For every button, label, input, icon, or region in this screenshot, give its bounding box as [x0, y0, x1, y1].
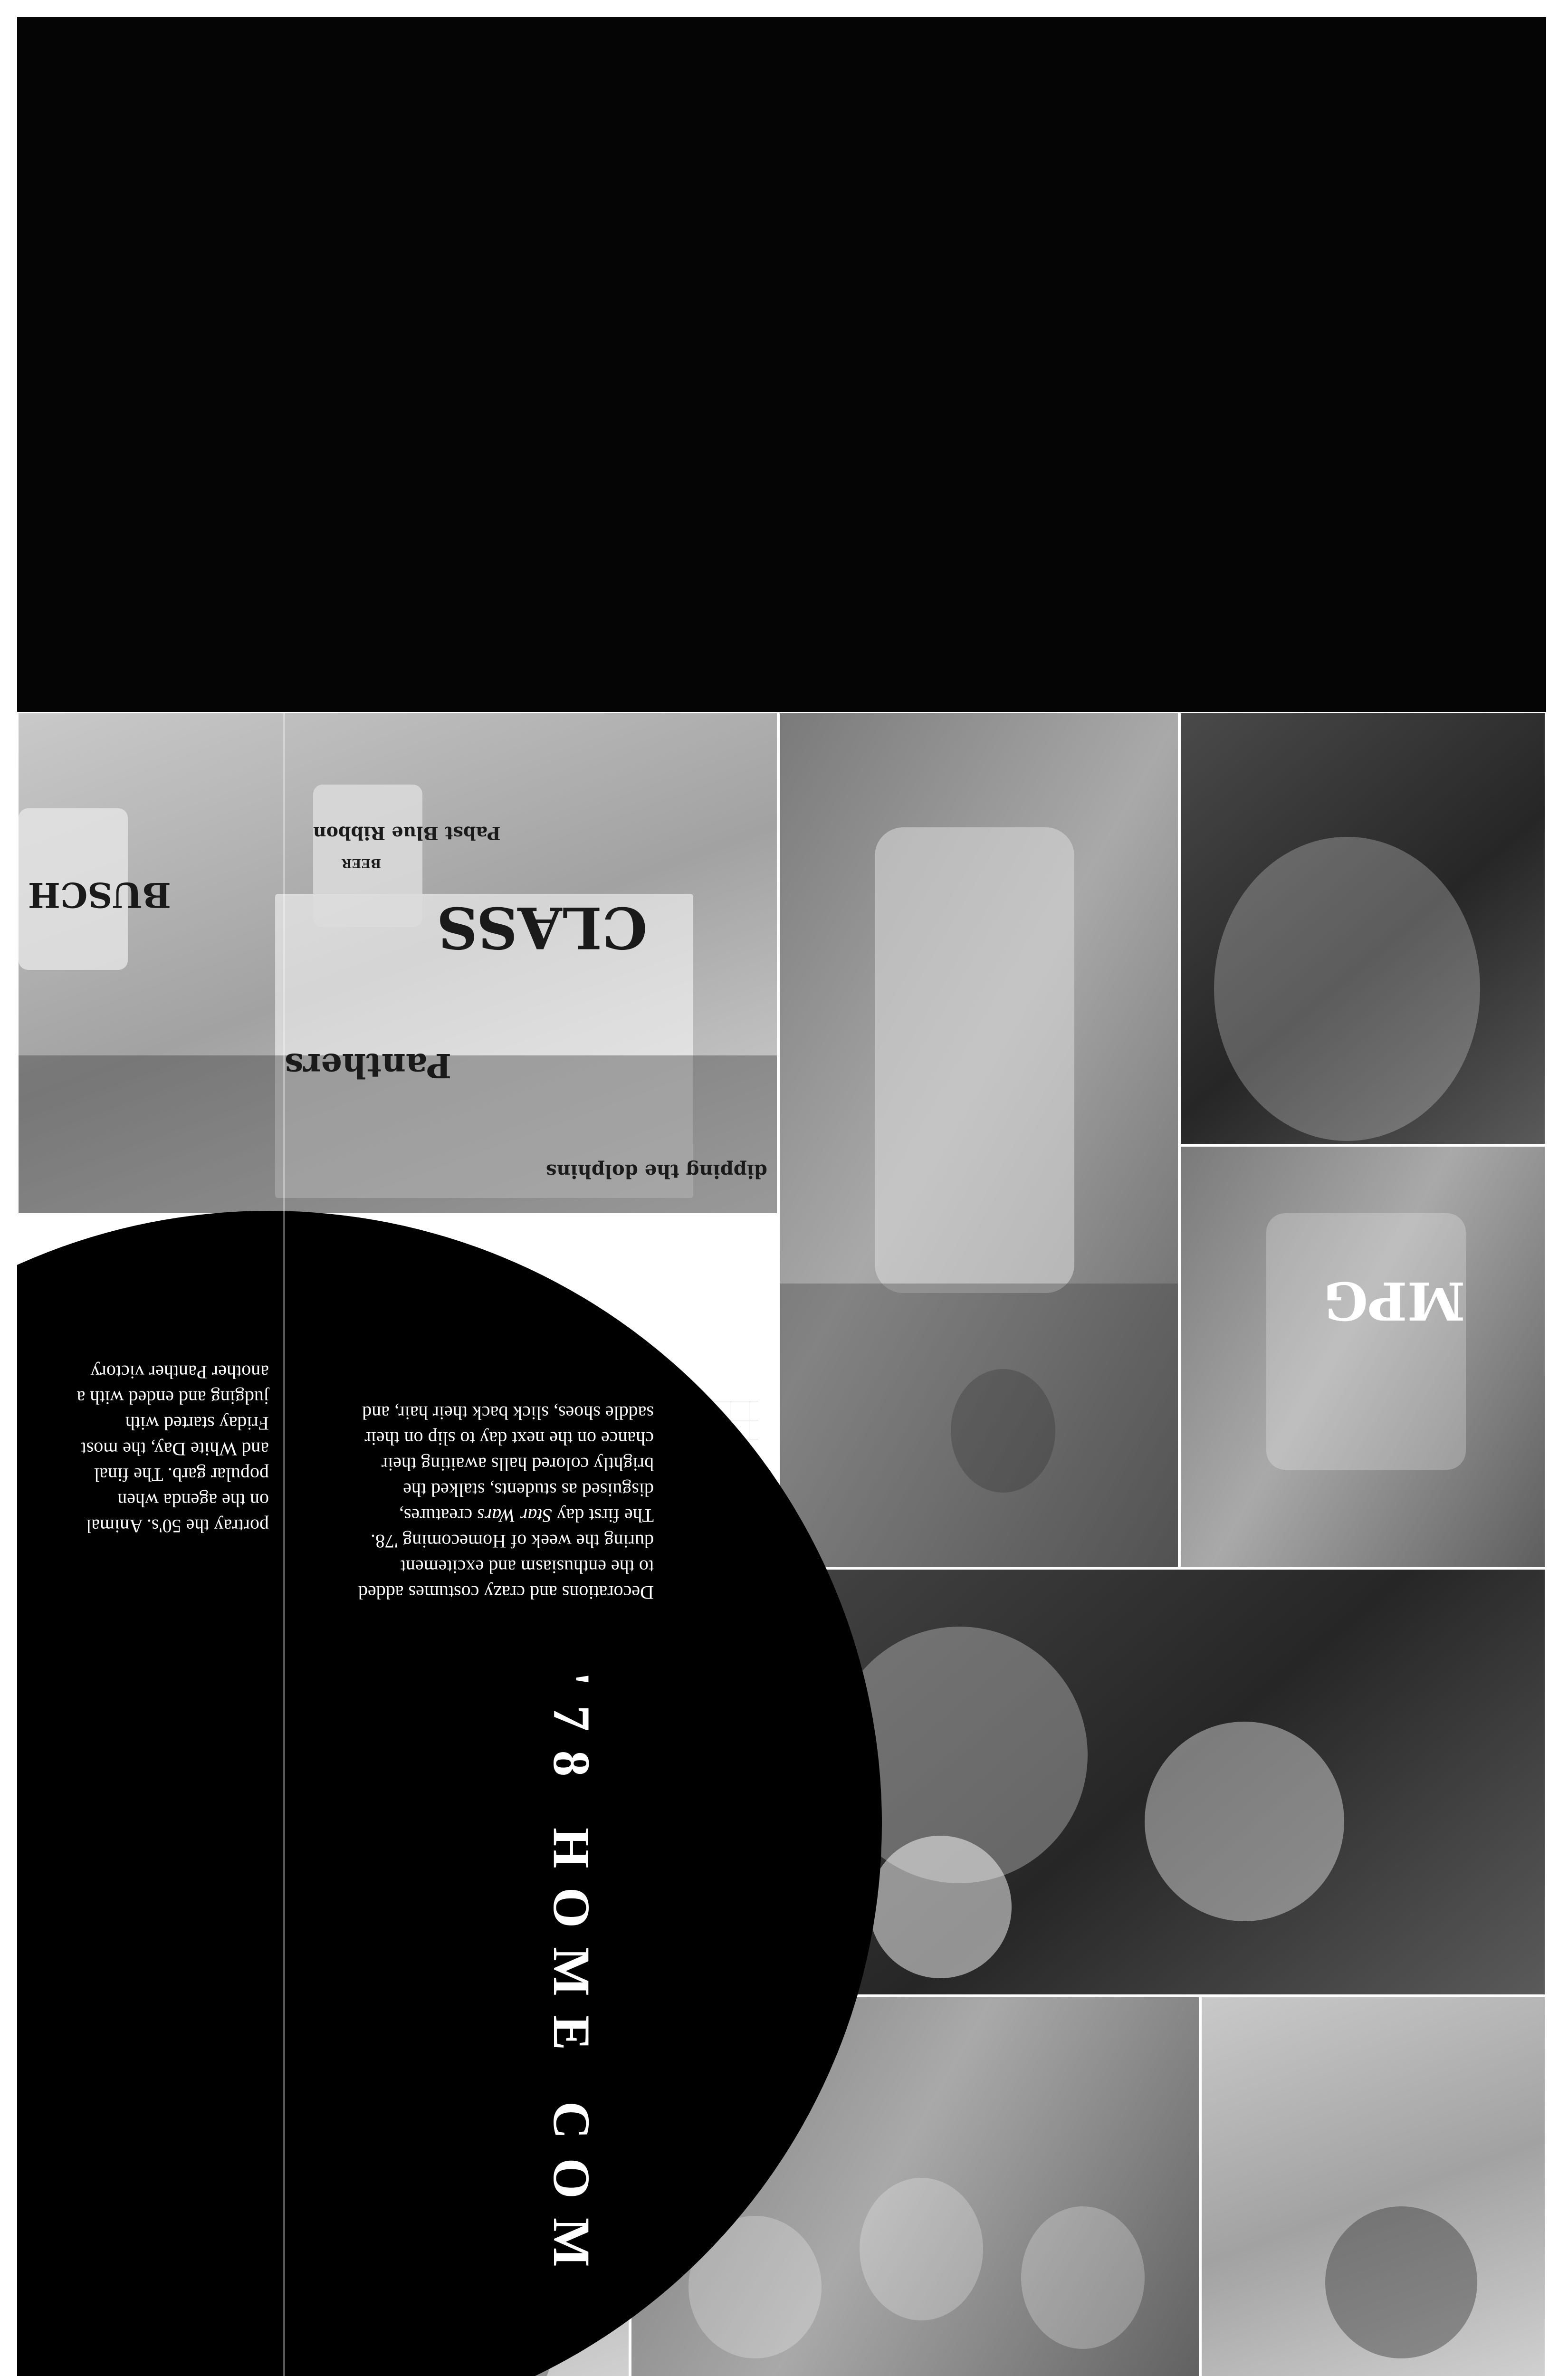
- headline-banner: '78 HOME COM: [543, 1672, 601, 2286]
- article-paragraph-2: [22, 1339, 269, 1539]
- photo-cheerleaders: [1179, 1145, 1546, 1568]
- p2-line-7: another Panther victory: [90, 1361, 269, 1383]
- poster-bottom-text: dipping the dolphins: [546, 1160, 767, 1182]
- p2-line-6: judging and ended with a: [76, 1387, 269, 1408]
- can-brand-text: Pabst Blue Ribbon: [313, 823, 501, 844]
- p1-line-6: brightly colored halls awaiting their: [381, 1454, 654, 1475]
- photo-boy-portrait: [1179, 712, 1546, 1145]
- p1-line-3: during the week of Homecoming '78.: [371, 1531, 654, 1552]
- article-paragraph-1: [350, 1339, 654, 1605]
- p2-line-1: portray the 50's. Animal: [86, 1515, 269, 1537]
- p1-line-5: disguised as students, stalked the: [403, 1479, 654, 1501]
- poster-side-text: Panthers: [285, 1046, 452, 1085]
- photo-girls-portrait: [1200, 1996, 1546, 2376]
- p1-line-8: saddle shoes, slick back their hair, and: [362, 1402, 654, 1424]
- p1-line-4b: creatures,: [399, 1505, 473, 1526]
- p2-line-5: Friday started with: [125, 1413, 269, 1434]
- p1-line-1: Decorations and crazy costumes added: [358, 1582, 654, 1603]
- p2-line-2: on the agenda when: [117, 1490, 269, 1511]
- p1-line-4: [350, 1503, 654, 1528]
- cheer-jersey-letters: MPG: [1323, 1270, 1465, 1332]
- p2-line-3: popular garb. The final: [94, 1464, 269, 1485]
- p2-line-4: and White Day, the most: [81, 1438, 269, 1460]
- p1-line-2: to the enthusiasm and excitement: [400, 1556, 654, 1578]
- black-border-band: [17, 17, 1546, 712]
- p1-line-4-italic: Star Wars: [477, 1505, 552, 1526]
- yearbook-spread: [17, 712, 1546, 2376]
- can-sub-text: BEER: [342, 856, 382, 870]
- photo-costume-student: [778, 712, 1179, 1568]
- poster-title: CLASS: [437, 894, 648, 961]
- photo-poster-decorations: [17, 712, 778, 1215]
- keg-brand-text: BUSCH: [28, 875, 171, 915]
- p1-line-4a: The first day: [556, 1505, 654, 1526]
- book-spine-line: [283, 712, 285, 2376]
- p1-line-7: chance on the next day to slip on their: [364, 1428, 654, 1449]
